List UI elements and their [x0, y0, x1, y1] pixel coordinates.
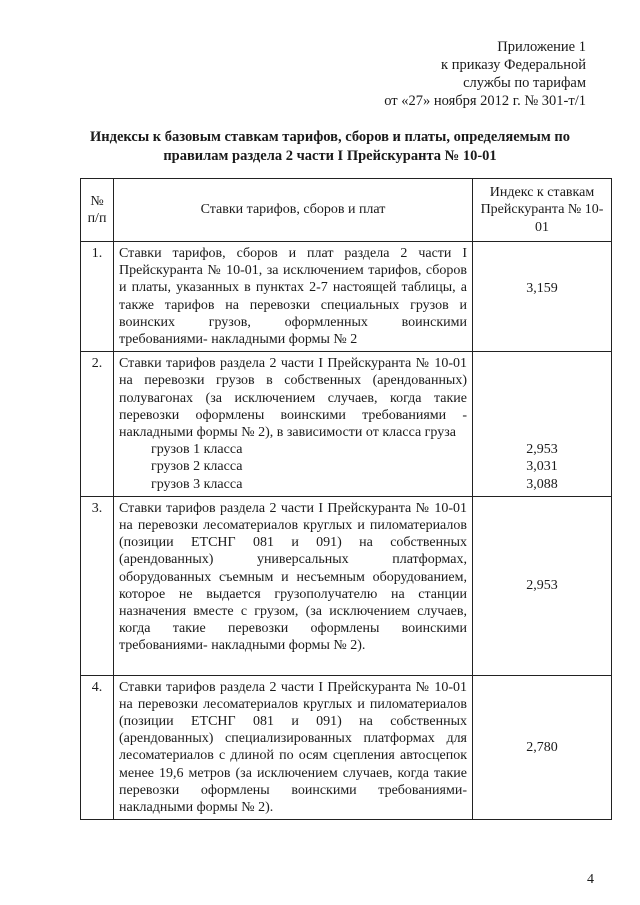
row-index: 2,953 [473, 496, 612, 675]
appendix-line: службы по тарифам [463, 75, 586, 91]
appendix-line: к приказу Федеральной [441, 57, 586, 73]
row-number: 4. [81, 675, 114, 820]
row-text: Ставки тарифов раздела 2 части I Прейскуранта № 10-01 на перевозки грузов в собственных (арендованных) полувагонах (за исключением случаев, когда такие перевозки оформлены воинскими требованиями - накладными формы № 2), в зависимости от класса груза [119, 356, 467, 441]
rates-table [80, 178, 612, 820]
class-index: 3,088 [526, 476, 558, 492]
table-row [81, 675, 612, 820]
table-row [81, 352, 612, 497]
page-number: 4 [587, 872, 594, 887]
title-line: правилам раздела 2 части I Прейскуранта № 10-01 [163, 148, 497, 164]
appendix-line: от «27» ноября 2012 г. № 301-т/1 [384, 93, 586, 109]
row-text: Ставки тарифов раздела 2 части I Прейскуранта № 10-01 на перевозки лесоматериалов круглых и пиломатериалов (позиции ЕТСНГ 081 и 091) на собственных (арендованных) специализированных платформах для лесоматериалов с длиной по осям сцепления автосцепок менее 19,6 метров (за исключением случаев, когда такие перевозки оформлены воинскими требованиями- накладными формы № 2). [114, 675, 473, 820]
document-title [70, 128, 590, 166]
table-row [81, 242, 612, 352]
class-label: грузов 2 класса [151, 459, 243, 475]
row-text: Ставки тарифов раздела 2 части I Прейскуранта № 10-01 на перевозки лесоматериалов круглых и пиломатериалов (позиции ЕТСНГ 081 и 091) на собственных (арендованных) универсальных платформах, оборудованных съемным и несъемным оборудованием, которое не выдается грузополучателю на станции назначения вместе с грузом, (за исключением случаев, когда такие перевозки оформлены воинскими требованиями- накладными формы № 2). [119, 500, 467, 654]
class-label: грузов 3 класса [151, 476, 243, 492]
title-line: Индексы к базовым ставкам тарифов, сборов и платы, определяемым по [90, 129, 570, 145]
appendix-line: Приложение 1 [497, 39, 586, 55]
row-index: 2,780 [473, 675, 612, 820]
row-number: 1. [81, 242, 114, 352]
table-row [81, 496, 612, 675]
class-label: грузов 1 класса [151, 442, 243, 458]
class-index-group [473, 352, 612, 497]
row-text-group [114, 352, 473, 497]
row-text: Ставки тарифов, сборов и плат раздела 2 части I Прейскуранта № 10-01, за исключением тарифов, сборов и платы, указанных в пунктах 2-7 настоящей таблицы, а также тарифов на перевозки специальных грузов и воинских грузов, оформленных воинскими требованиями- накладными формы № 2 [114, 242, 473, 352]
header-index: Индекс к ставкам Прейскуранта № 10-01 [473, 179, 612, 242]
class-index: 2,953 [526, 442, 558, 458]
row-number: 3. [81, 496, 114, 675]
row-index: 3,159 [473, 242, 612, 352]
table-header-row [81, 179, 612, 242]
row-number: 2. [81, 352, 114, 497]
appendix-header [326, 38, 586, 110]
spacer [119, 655, 467, 672]
row-text-group [114, 496, 473, 675]
header-rates: Ставки тарифов, сборов и плат [114, 179, 473, 242]
class-index: 3,031 [526, 459, 558, 475]
header-num: № п/п [81, 179, 114, 242]
